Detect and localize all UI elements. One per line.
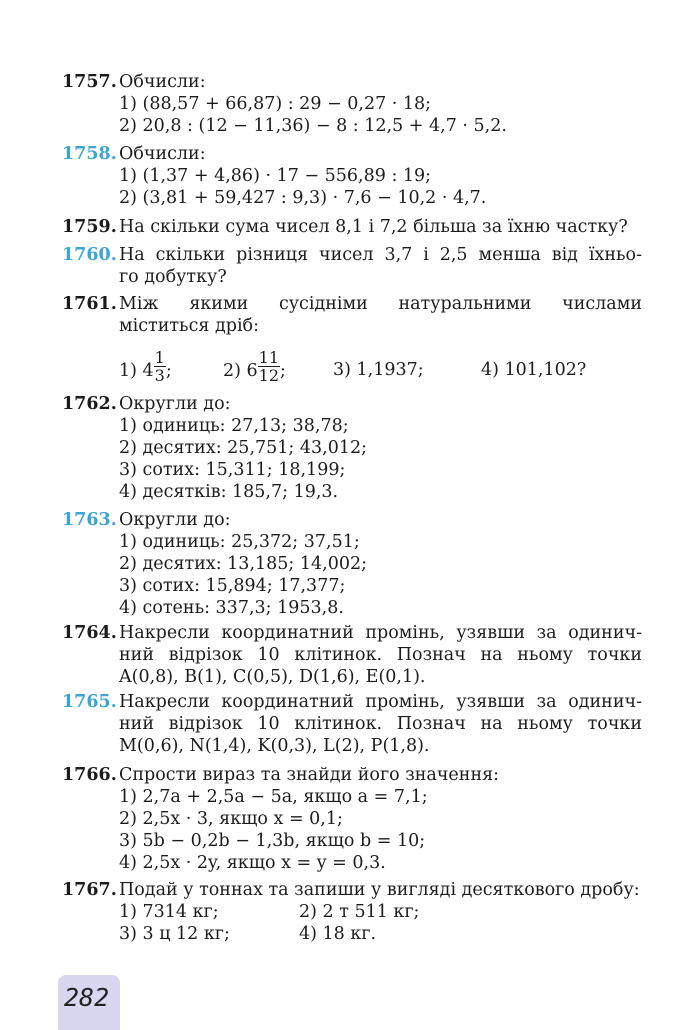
problem-title: Обчисли:: [119, 72, 206, 92]
problem-text-line: міститься дріб:: [119, 316, 259, 336]
expression-line: 2) 20,8 : (12 − 11,36) − 8 : 12,5 + 4,7 · 5,2.: [119, 116, 507, 136]
points-line: M(0,6), N(1,4), K(0,3), L(2), P(1,8).: [119, 736, 430, 756]
task-line: 4) 2,5x · 2y, якщо x = y = 0,3.: [119, 853, 386, 873]
problem-number: 1762.: [62, 394, 117, 414]
task-line: 1) 2,7a + 2,5a − 5a, якщо a = 7,1;: [119, 787, 428, 807]
fraction: $\frac{1}{3}$: [154, 348, 165, 385]
task-line: 3) 5b − 0,2b − 1,3b, якщо b = 10;: [119, 831, 426, 851]
problem-1761: [62, 293, 642, 393]
problem-1762: [62, 393, 642, 503]
points-line: A(0,8), B(1), C(0,5), D(1,6), E(0,1).: [119, 667, 426, 687]
problem-number: 1763.: [62, 510, 117, 530]
problem-text: На скільки сума чисел 8,1 і 7,2 більша за їхню частку?: [119, 217, 628, 237]
task-line: 1) одиниць: 27,13; 38,78;: [119, 416, 349, 436]
problem-number: 1757.: [62, 72, 117, 92]
option-1: 1) 7314 кг;: [119, 902, 219, 922]
option-1: 1) 4 $\frac{1}{3}$ ;: [119, 348, 172, 385]
task-line: 2) 2,5x · 3, якщо x = 0,1;: [119, 809, 343, 829]
problem-number: 1767.: [62, 880, 117, 900]
expression-line: 1) (88,57 + 66,87) : 29 − 0,27 · 18;: [119, 94, 432, 114]
problem-number: 1765.: [62, 692, 117, 712]
option-3: 3) 1,1937;: [333, 360, 424, 380]
task-line: 3) сотих: 15,311; 18,199;: [119, 460, 346, 480]
problem-title: Обчисли:: [119, 144, 206, 164]
task-line: 4) сотень: 337,3; 1953,8.: [119, 598, 344, 618]
option-2: 2) 2 т 511 кг;: [299, 902, 420, 922]
option-4: 4) 101,102?: [481, 360, 587, 380]
problem-number: 1760.: [62, 245, 117, 265]
option-3: 3) 3 ц 12 кг;: [119, 924, 230, 944]
problem-number: 1761.: [62, 294, 117, 314]
task-line: 2) десятих: 25,751; 43,012;: [119, 438, 367, 458]
task-line: 3) сотих: 15,894; 17,377;: [119, 576, 346, 596]
problem-1763: [62, 509, 642, 619]
problem-number: 1758.: [62, 144, 117, 164]
problem-title: Округли до:: [119, 510, 231, 530]
problem-text-line: Накресли координатний промінь, узявши за одинич-: [119, 692, 642, 712]
problem-1758: [62, 143, 642, 209]
problem-text-line: ний відрізок 10 клітинок. Познач на ньому точки: [119, 645, 642, 665]
problem-number: 1764.: [62, 623, 117, 643]
option-4: 4) 18 кг.: [299, 924, 377, 944]
problem-title: Округли до:: [119, 394, 231, 414]
problem-1764: [62, 622, 642, 688]
option-2: 2) 6 $\frac{11}{12}$ ;: [223, 348, 286, 385]
fraction-options: [119, 343, 642, 393]
problem-text-line: На скільки різниця чисел 3,7 і 2,5 менша від їхньо-: [119, 245, 642, 265]
problem-1760: [62, 244, 642, 288]
problem-text-line: го добутку?: [119, 267, 227, 287]
problem-1767: [62, 879, 642, 945]
problem-1759: [62, 216, 642, 238]
problem-title: Подай у тоннах та запиши у вигляді десяткового дробу:: [119, 880, 640, 900]
problem-1766: [62, 764, 642, 874]
options-row: [119, 901, 642, 923]
task-line: 2) десятих: 13,185; 14,002;: [119, 554, 367, 574]
task-line: 1) одиниць: 25,372; 37,51;: [119, 532, 360, 552]
page-number: 282: [64, 983, 110, 1012]
fraction: $\frac{11}{12}$: [258, 348, 280, 385]
problem-text-line: Між якими сусідніми натуральними числами: [119, 294, 642, 314]
options-row: [119, 923, 642, 945]
expression-line: 1) (1,37 + 4,86) · 17 − 556,89 : 19;: [119, 166, 432, 186]
problem-1757: [62, 71, 642, 137]
problem-1765: [62, 691, 642, 757]
problem-title: Спрости вираз та знайди його значення:: [119, 765, 500, 785]
problem-number: 1759.: [62, 217, 117, 237]
expression-line: 2) (3,81 + 59,427 : 9,3) · 7,6 − 10,2 · 4,7.: [119, 188, 487, 208]
task-line: 4) десятків: 185,7; 19,3.: [119, 482, 339, 502]
problem-text-line: ний відрізок 10 клітинок. Познач на ньому точки: [119, 714, 642, 734]
problem-number: 1766.: [62, 765, 117, 785]
problem-text-line: Накресли координатний промінь, узявши за одинич-: [119, 623, 642, 643]
